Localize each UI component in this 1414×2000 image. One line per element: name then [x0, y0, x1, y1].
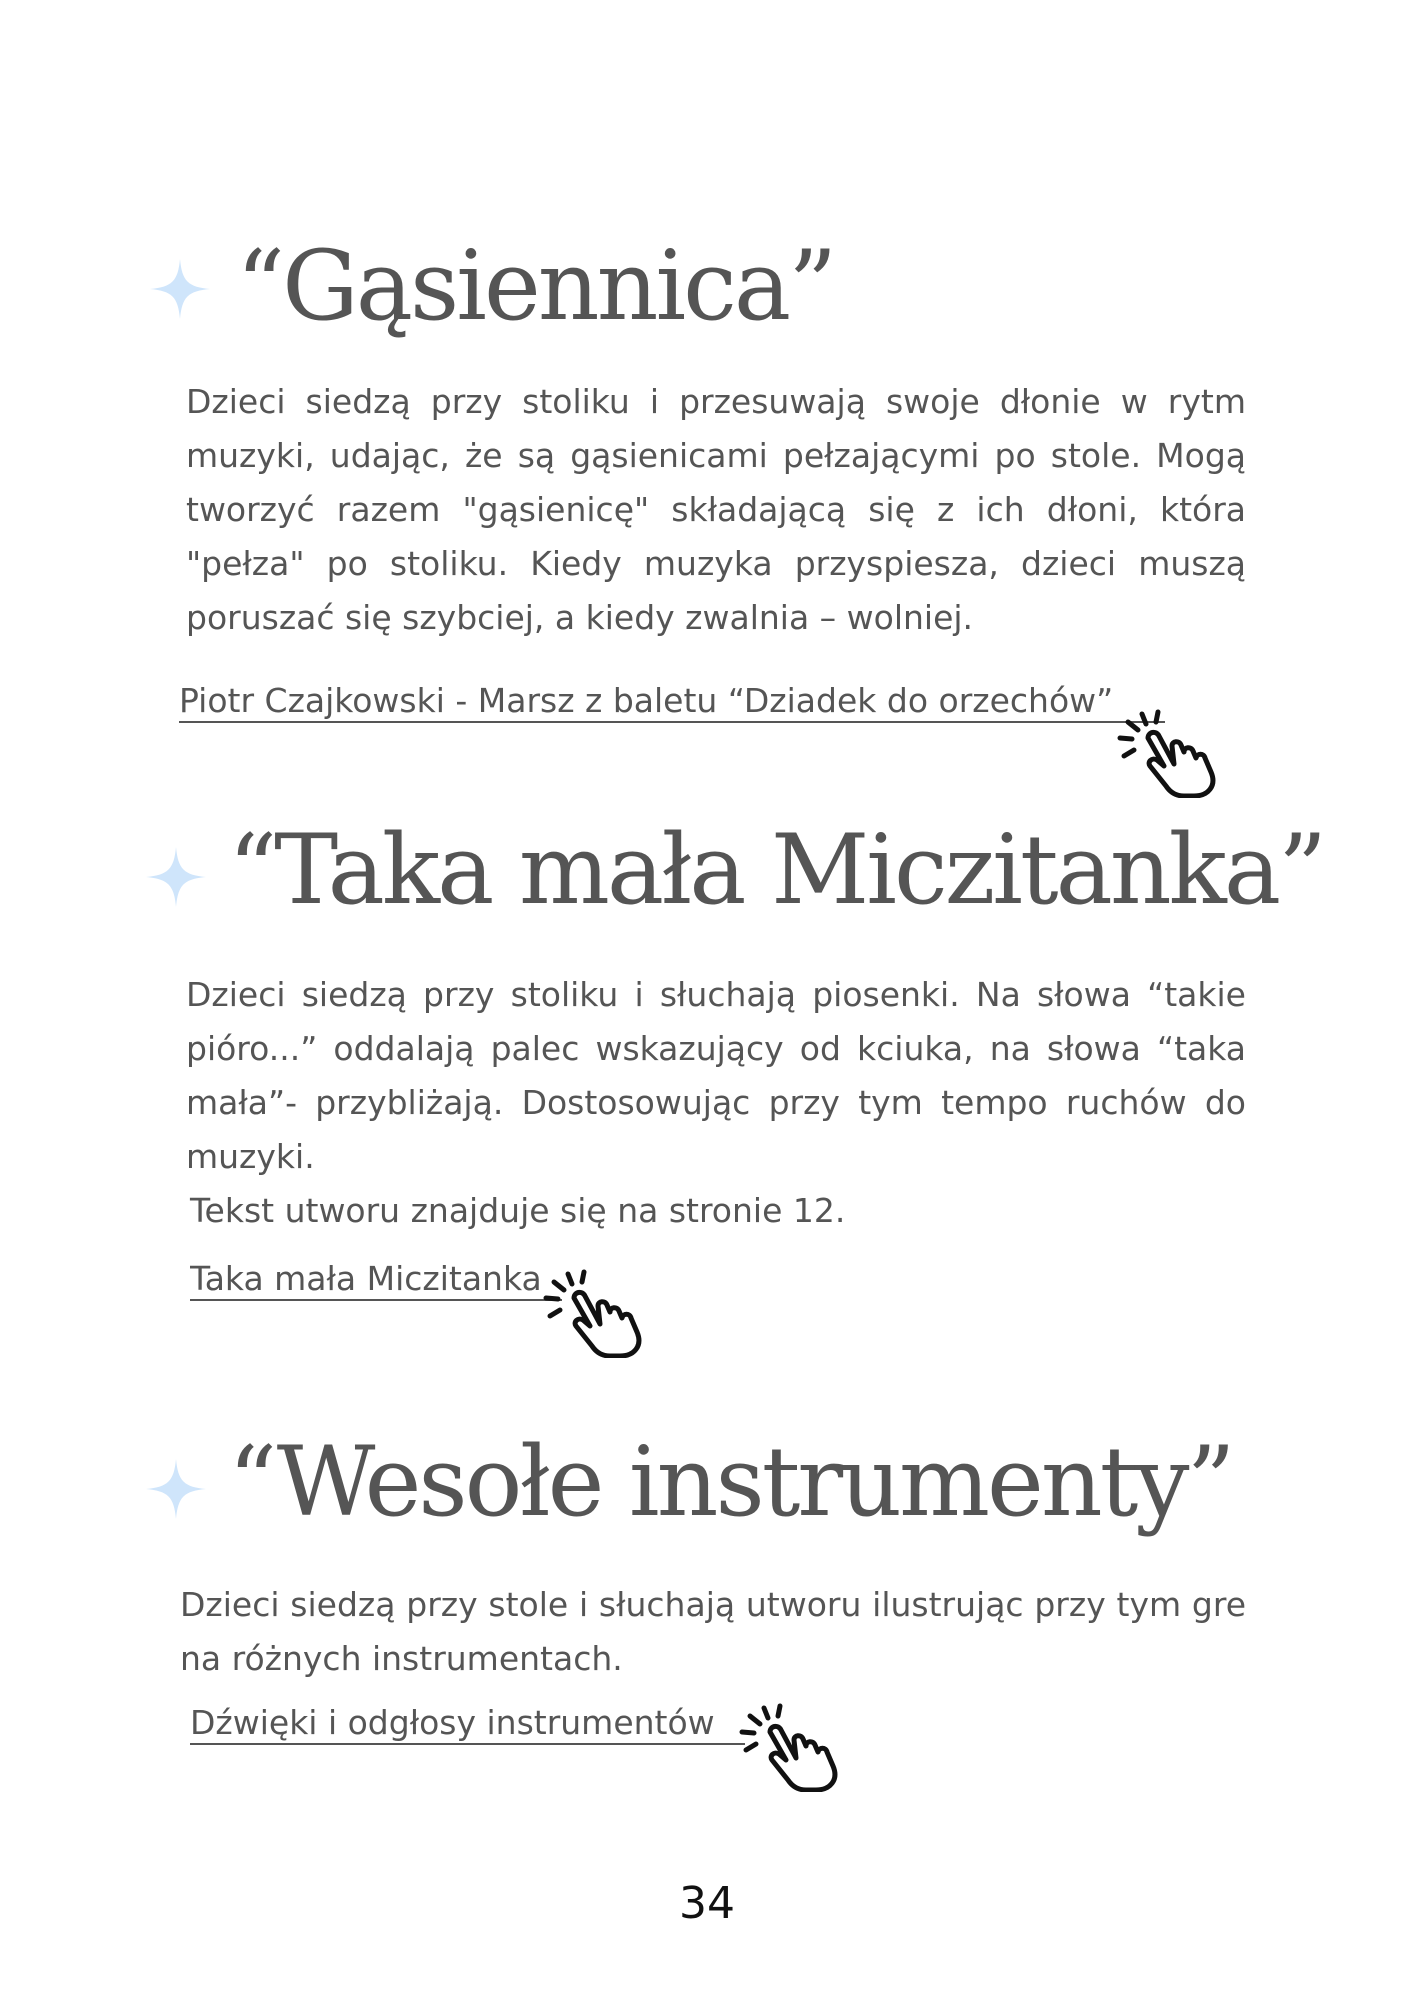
sparkle-icon	[144, 1457, 208, 1521]
page-number: 34	[679, 1878, 735, 1929]
music-link[interactable]: Taka mała Miczitanka	[190, 1259, 562, 1301]
lyrics-page-note: Tekst utworu znajduje się na stronie 12.	[190, 1191, 846, 1230]
section-paragraph: Dzieci siedzą przy stoliku i przesuwają swoje dłonie w rytm muzyki, udając, że są gąsienicami pełzającymi po stole. Mogą tworzyć razem "gąsienicę" składającą się z ich dłoni, która "pełza" po stoliku. Kiedy muzyka przyspiesza, dzieci muszą poruszać się szybciej, a kiedy zwalnia – wolniej.	[186, 382, 1246, 637]
section-title: “Gąsiennica”	[236, 230, 835, 342]
section-title: “Taka mała Miczitanka”	[228, 814, 1325, 926]
pointing-hand-click-icon[interactable]	[1114, 708, 1226, 798]
music-link[interactable]: Piotr Czajkowski - Marsz z baletu “Dziadek do orzechów”	[179, 681, 1165, 723]
section-paragraph: Dzieci siedzą przy stole i słuchają utworu ilustrując przy tym gre na różnych instrumentach.	[180, 1585, 1246, 1678]
pointing-hand-click-icon[interactable]	[736, 1702, 848, 1792]
sparkle-icon	[148, 257, 212, 321]
sparkle-icon	[144, 845, 208, 909]
pointing-hand-click-icon[interactable]	[540, 1268, 652, 1358]
section-paragraph: Dzieci siedzą przy stoliku i słuchają piosenki. Na słowa “takie pióro...” oddalają palec wskazujący od kciuka, na słowa “taka mała”- przybliżają. Dostosowując przy tym tempo ruchów do muzyki.	[186, 975, 1246, 1176]
music-link[interactable]: Dźwięki i odgłosy instrumentów	[190, 1703, 745, 1745]
section-title: “Wesołe instrumenty”	[228, 1426, 1233, 1538]
